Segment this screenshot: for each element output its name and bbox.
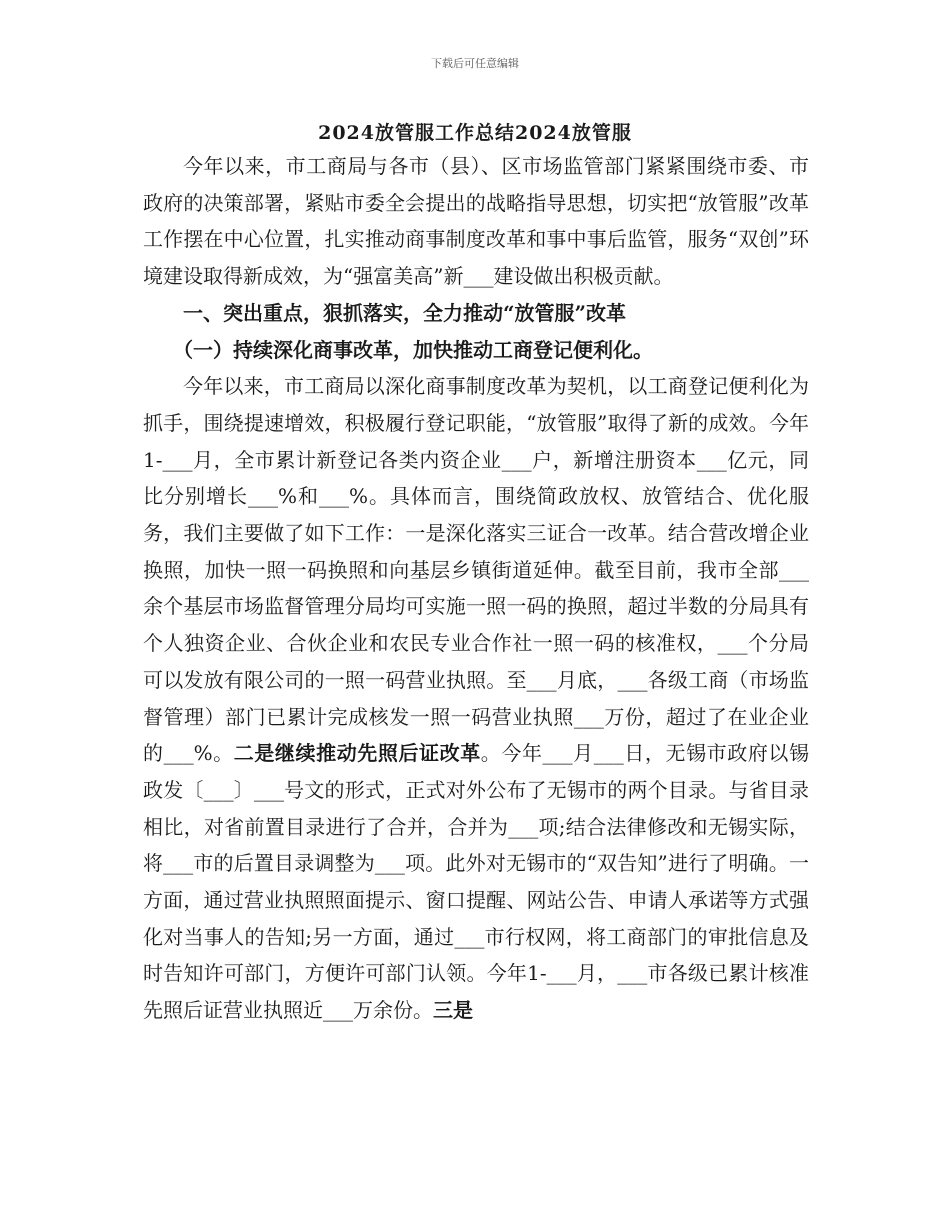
body-paragraph-2-bold-b: 二是继续推动先照后证改革 — [233, 741, 481, 766]
body-paragraph-2-text-c: 。今年___月___日，无锡市政府以锡政发〔___〕___号文的形式，正式对外公布了无锡市的两个目录。与省目录相比，对省前置目录进行了合并，合并为___项;结合法律修改和无锡实际，将___市的后置目录调整为___项。此外对无锡市的“双告知”进行了明确。一方面，通过营业执照照面提示、窗口提醒、网站公告、申请人承诺等方式强化对当事人的告知;另一方面，通过___市行权网，将工商部门的审批信息及时告知许可部门，方便许可部门认领。今年1-___月，___市各级已累计核准先照后证营业执照近___万余份。 — [143, 741, 809, 1023]
document-title: 2024放管服工作总结2024放管服 — [318, 122, 632, 144]
intro-paragraph: 今年以来，市工商局与各市（县）、区市场监管部门紧紧围绕市委、市政府的决策部署，紧贴市委全会提出的战略指导思想，切实把“放管服”改革工作摆在中心位置，扎实推动商事制度改革和事中事后监管，服务“双创”环境建设取得新成效，为“强富美高”新___建设做出积极贡献。 — [143, 154, 809, 289]
document-body — [143, 148, 809, 1029]
body-paragraph-2-text-a: 今年以来，市工商局以深化商事制度改革为契机，以工商登记便利化为抓手，围绕提速增效，积极履行登记职能，“放管服”取得了新的成效。今年1-___月，全市累计新登记各类内资企业___户，新增注册资本___亿元，同比分别增长___%和___%。具体而言，围绕简政放权、放管结合、优化服务，我们主要做了如下工作：一是深化落实三证合一改革。结合营改增企业换照，加快一照一码换照和向基层乡镇街道延伸。截至目前，我市全部___余个基层市场监督管理分局均可实施一照一码的换照，超过半数的分局具有个人独资企业、合伙企业和农民专业合作社一照一码的核准权，___个分局可以发放有限公司的一照一码营业执照。至___月底，___各级工商（市场监督管理）部门已累计完成核发一照一码营业执照___万份，超过了在业企业的___%。 — [143, 374, 809, 766]
section-heading-1: 一、突出重点，狠抓落实，全力推动“放管服”改革 — [183, 300, 627, 325]
subsection-heading-1: （一）持续深化商事改革，加快推动工商登记便利化。 — [173, 337, 653, 362]
body-paragraph-2 — [143, 368, 809, 1029]
body-paragraph-2-bold-d: 三是 — [433, 998, 473, 1023]
page-header: 下载后可任意编辑 — [431, 57, 519, 70]
